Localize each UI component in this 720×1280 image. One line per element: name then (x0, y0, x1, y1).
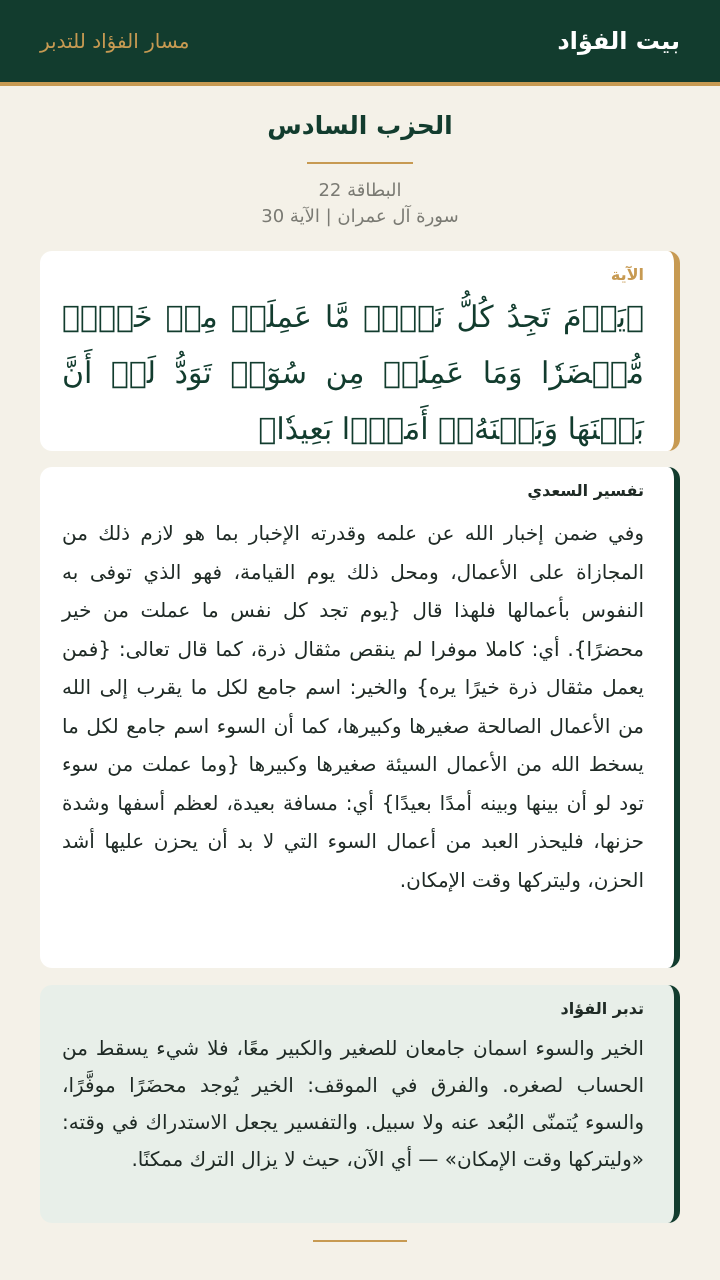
hizb-header (0, 100, 720, 230)
reflection-path-link[interactable]: مسار الفؤاد للتدبر (40, 29, 190, 53)
tafsir-card (40, 467, 680, 968)
verse-card (40, 251, 680, 451)
surah-reference: سورة آل عمران | الآية 30 (261, 206, 459, 227)
top-bar (0, 0, 720, 86)
tafsir-text: وفي ضمن إخبار الله عن علمه وقدرته الإخبار بما هو لازم ذلك من المجازاة على الأعمال، ومحل ذلك يوم القيامة، فهو الذي توفى به النفوس بأعمالها فلهذا قال {يوم تجد كل نفس ما عملت من خير محضرًا}. أي: كاملا موفرا لم ينقص مثقال ذرة، كما قال تعالى: {فمن يعمل مثقال ذرة خيرًا يره} والخير: اسم جامع لكل ما يقرب إلى الله من الأعمال الصالحة صغيرها وكبيرها، كما أن السوء اسم جامع لكل ما يسخط الله من الأعمال السيئة صغيرها وكبيرها {وما عملت من سوء تود لو أن بينها وبينه أمدًا بعيدًا} أي: مسافة بعيدة، لعظم أسفها وشدة حزنها، فليحذر العبد من أعمال السوء التي لا بد أن يحزن عليها أشد الحزن، وليتركها وقت الإمكان. (62, 521, 644, 892)
verse-text: ﴿يَوۡمَ تَجِدُ كُلُّ نَفۡسٖ مَّا عَمِلَتۡ مِنۡ خَيۡرٖ مُّحۡضَرٗا وَمَا عَمِلَتۡ مِن سُوٓءٖ تَوَدُّ لَوۡ أَنَّ بَيۡنَهَا وَبَيۡنَهُۥٓ أَمَدَۢا بَعِيدٗا﴾ (62, 300, 644, 447)
app-brand[interactable]: بيت الفؤاد (557, 27, 680, 55)
reflection-label: تدبر الفؤاد (560, 999, 644, 1018)
tafsir-label: تفسير السعدي (527, 481, 644, 500)
title-divider (307, 162, 413, 164)
reflection-text: الخير والسوء اسمان جامعان للصغير والكبير معًا، فلا شيء يسقط من الحساب لصغره. والفرق في الموقف: الخير يُوجد محضَرًا موفَّرًا، والسوء يُتمنّى البُعد عنه ولا سبيل. والتفسير يجعل الاستدراك في وقته: «وليتركها وقت الإمكان» — أي الآن، حيث لا يزال الترك ممكنًا. (62, 1036, 644, 1171)
page-title: الحزب السادس (267, 111, 453, 140)
bottom-divider (313, 1240, 407, 1242)
verse-label: الآية (610, 265, 644, 284)
card-number: البطاقة 22 (318, 180, 402, 201)
reflection-card (40, 985, 680, 1223)
